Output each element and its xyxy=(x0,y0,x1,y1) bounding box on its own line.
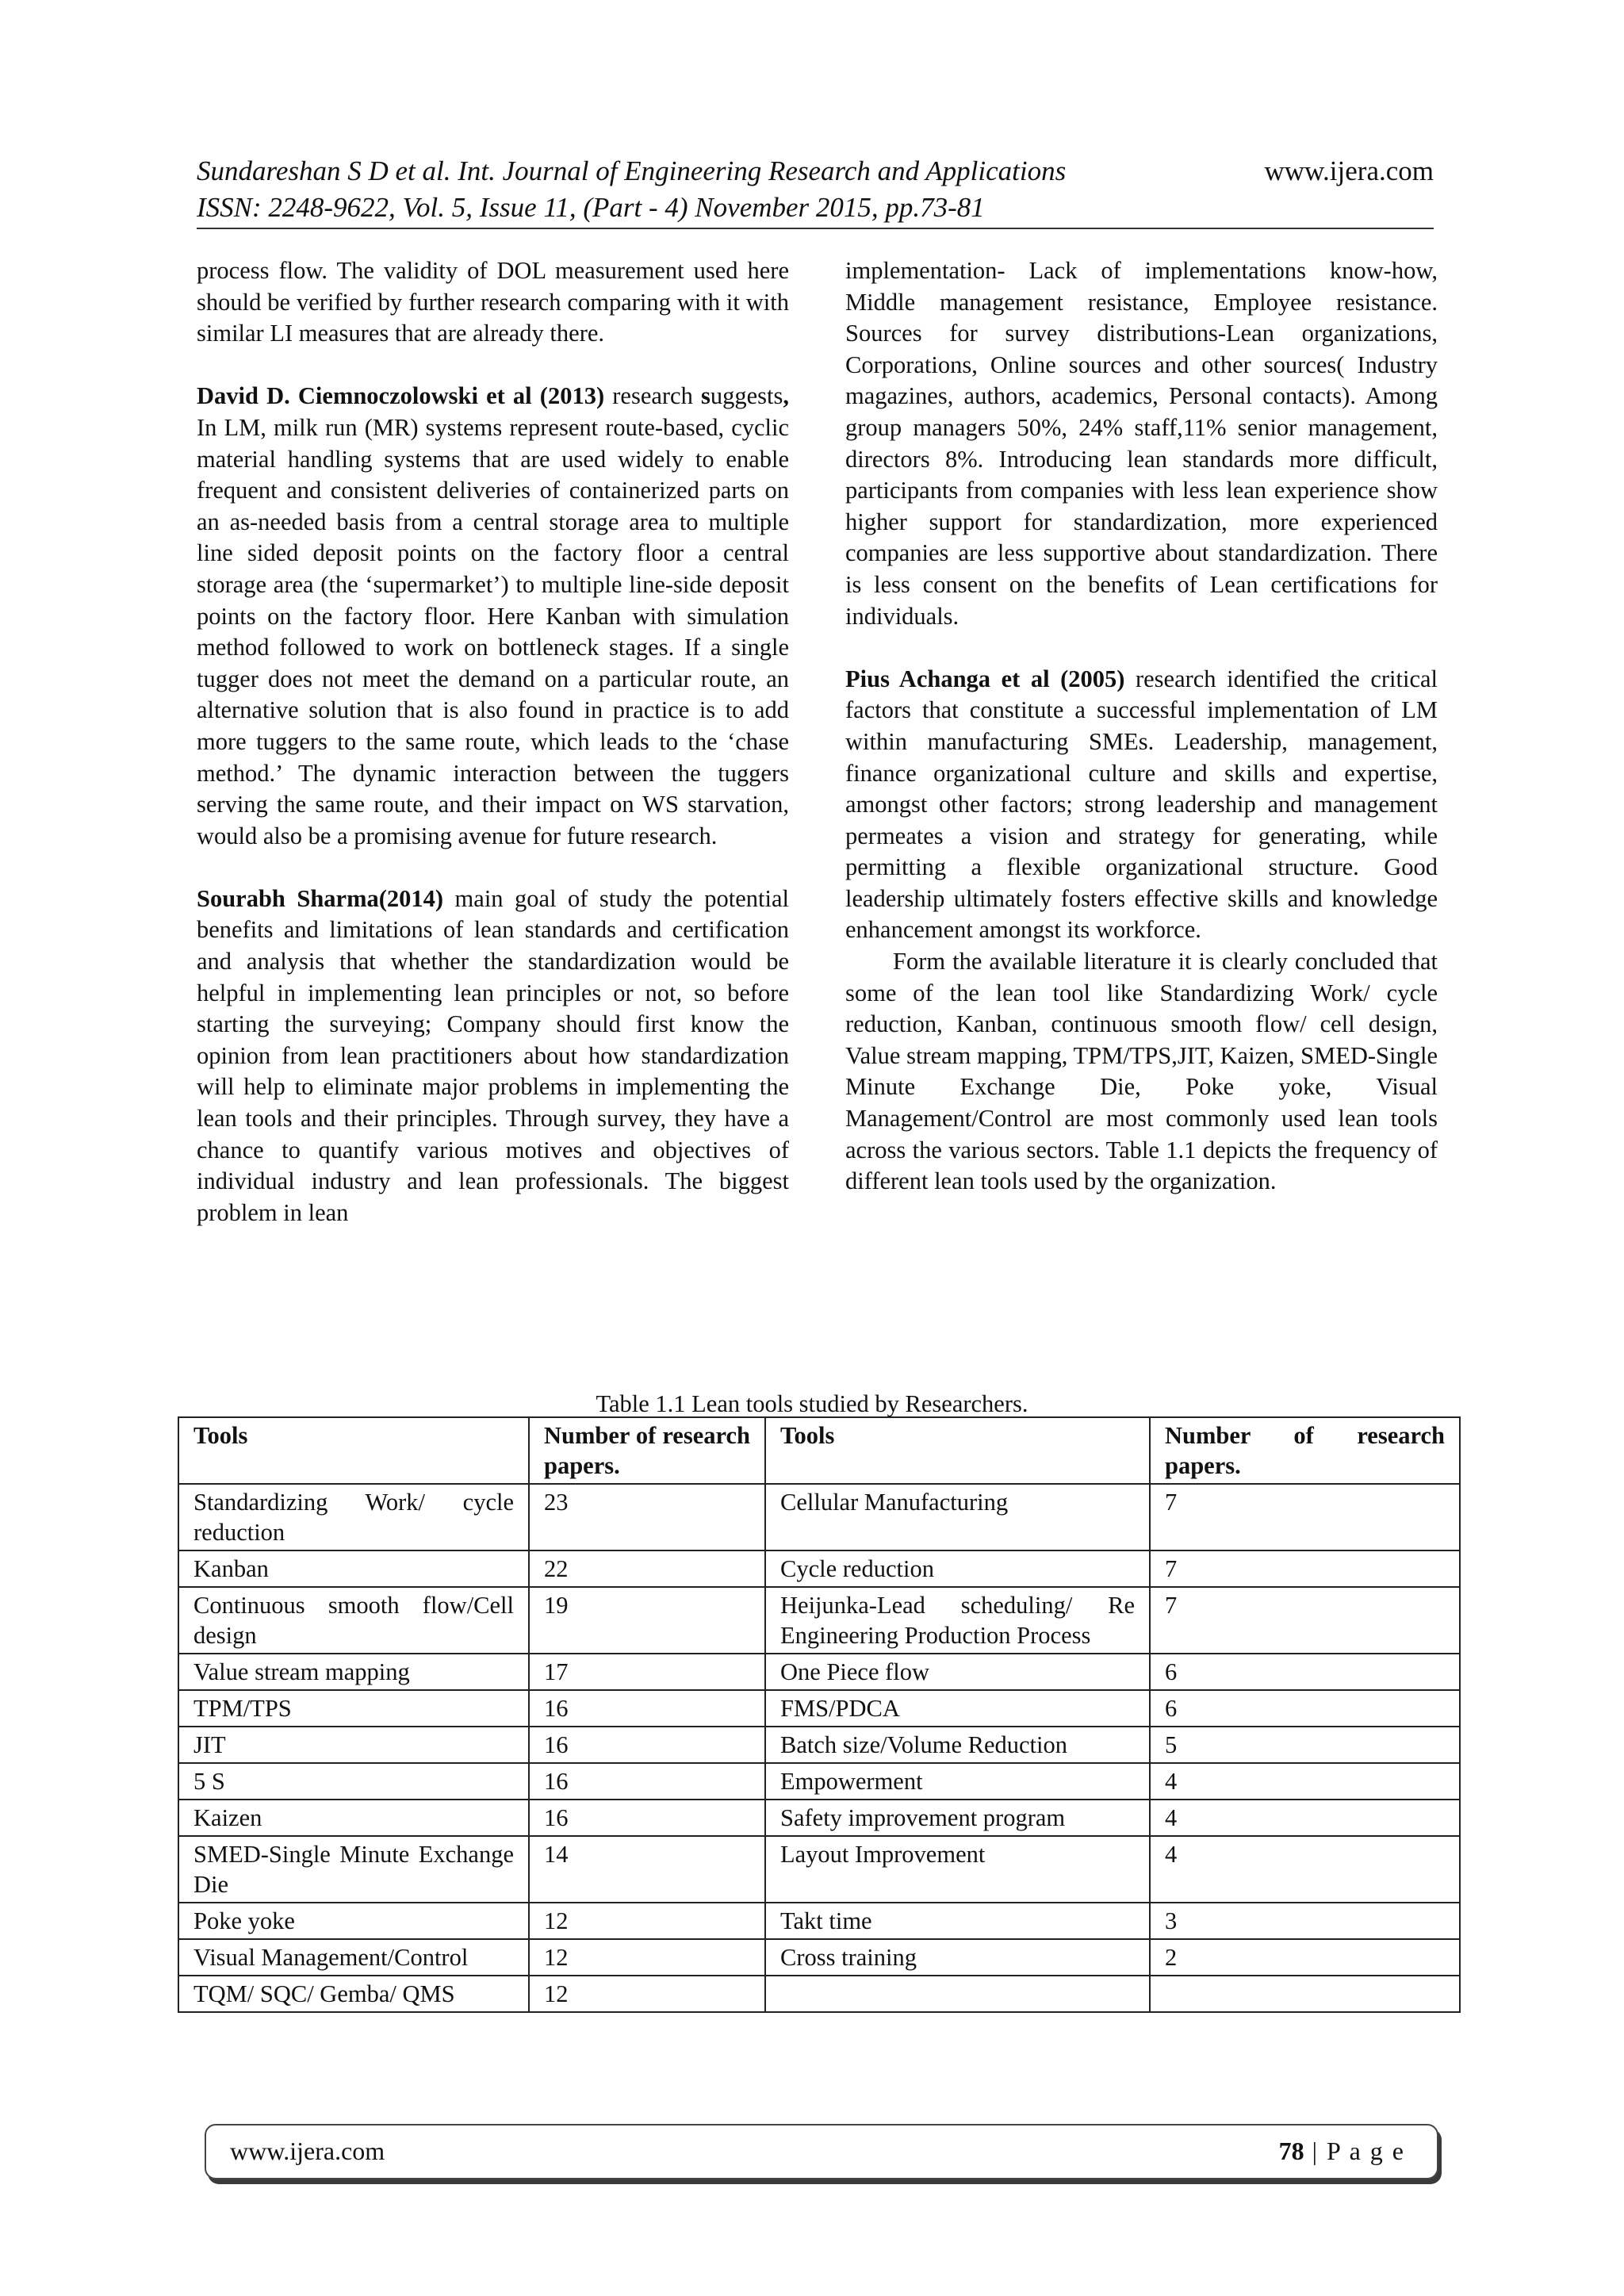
footer-page-number: 78 | P a g e xyxy=(1278,2137,1405,2165)
running-header xyxy=(197,155,1434,224)
left-paragraph-2: David D. Ciemnoczolowski et al (2013) research suggests, In LM, milk run (MR) systems represent route-based, cyclic material handling systems that are used widely to enable frequent and consistent deliveries of containerized parts on an as-needed basis from a central storage area to multiple line sided deposit points on the factory floor a central storage area (the ‘supermarket’) to multiple line-side deposit points on the factory floor. Here Kanban with simulation method followed to work on bottleneck stages. If a single tugger does not meet the demand on a particular route, an alternative solution that is also found in practice is to add more tuggers to the same route, which leads to the ‘chase method.’ The dynamic interaction between the tuggers serving the same route, and their impact on WS starvation, would also be a promising avenue for future research. xyxy=(197,382,789,849)
table-row xyxy=(178,1550,1460,1587)
table-cell: Poke yoke xyxy=(178,1903,529,1939)
table-cell: Cycle reduction xyxy=(765,1550,1150,1587)
table-cell: Safety improvement program xyxy=(765,1800,1150,1836)
left-paragraph-1: process flow. The validity of DOL measurement used here should be verified by further research comparing with it with similar LI measures that are already there. xyxy=(197,257,789,347)
table-cell: Cellular Manufacturing xyxy=(765,1484,1150,1550)
column-header: Number of research papers. xyxy=(529,1417,765,1484)
right-paragraph-2: Pius Achanga et al (2005) research identified the critical factors that constitute a successful implementation of LM within manufacturing SMEs. Leadership, management, finance organizational culture and skills and expertise, amongst other factors; strong leadership and management permeates a vision and strategy for generating, while permitting a flexible organizational structure. Good leadership ultimately fosters effective skills and knowledge enhancement amongst its workforce. xyxy=(845,665,1438,944)
table-cell: 5 xyxy=(1150,1727,1460,1763)
table-cell: Continuous smooth flow/Cell design xyxy=(178,1587,529,1654)
table-cell: 16 xyxy=(529,1763,765,1800)
table-cell: 12 xyxy=(529,1939,765,1976)
table-row xyxy=(178,1727,1460,1763)
table-cell: 4 xyxy=(1150,1763,1460,1800)
table-cell: 6 xyxy=(1150,1690,1460,1727)
table-row xyxy=(178,1587,1460,1654)
table-cell: 16 xyxy=(529,1800,765,1836)
table-cell: Layout Improvement xyxy=(765,1836,1150,1903)
table-cell: 7 xyxy=(1150,1484,1460,1550)
citation-author: Pius Achanga et al (2005) xyxy=(845,665,1125,692)
header-issn-line: ISSN: 2248-9622, Vol. 5, Issue 11, (Part - 4) November 2015, pp.73-81 xyxy=(197,192,985,223)
table-cell: Heijunka-Lead scheduling/ Re Engineering Production Process xyxy=(765,1587,1150,1654)
header-journal-line: Sundareshan S D et al. Int. Journal of Engineering Research and Applications xyxy=(197,155,1067,186)
table-row xyxy=(178,1690,1460,1727)
table-row xyxy=(178,1976,1460,2012)
table-cell: 6 xyxy=(1150,1654,1460,1690)
table-cell: 7 xyxy=(1150,1587,1460,1654)
table-row xyxy=(178,1763,1460,1800)
table-cell xyxy=(765,1976,1150,2012)
table-cell: 23 xyxy=(529,1484,765,1550)
table-cell: 16 xyxy=(529,1690,765,1727)
table-cell: Cross training xyxy=(765,1939,1150,1976)
table-row xyxy=(178,1836,1460,1903)
table-cell: 7 xyxy=(1150,1550,1460,1587)
left-column xyxy=(197,255,789,1228)
right-paragraph-1: implementation- Lack of implementations know-how, Middle management resistance, Employee resistance. Sources for survey distributions-Lean organizations, Corporations, Online sources and other sources( Industry magazines, authors, academics, Personal contacts). Among group managers 50%, 24% staff,11% senior management, directors 8%. Introducing lean standards more difficult, participants from companies with less lean experience show higher support for standardization, more experienced companies are less supportive about standardization. There is less consent on the benefits of Lean certifications for individuals. xyxy=(845,257,1438,630)
table-cell: 5 S xyxy=(178,1763,529,1800)
table-cell: Value stream mapping xyxy=(178,1654,529,1690)
table-cell: Empowerment xyxy=(765,1763,1150,1800)
table-cell: SMED-Single Minute Exchange Die xyxy=(178,1836,529,1903)
header-website: www.ijera.com xyxy=(1264,155,1434,186)
citation-author: David D. Ciemnoczolowski et al (2013) xyxy=(197,382,605,410)
lean-tools-table xyxy=(178,1416,1461,2013)
table-cell: 22 xyxy=(529,1550,765,1587)
table-row xyxy=(178,1800,1460,1836)
table-cell: 4 xyxy=(1150,1836,1460,1903)
table-cell xyxy=(1150,1976,1460,2012)
table-cell: Visual Management/Control xyxy=(178,1939,529,1976)
table-row xyxy=(178,1654,1460,1690)
table-cell: Kaizen xyxy=(178,1800,529,1836)
right-paragraph-3: Form the available literature it is clearly concluded that some of the lean tool like Standardizing Work/ cycle reduction, Kanban, continuous smooth flow/ cell design, Value stream mapping, TPM/TPS,JIT, Kaizen, SMED-Single Minute Exchange Die, Poke yoke, Visual Management/Control are most commonly used lean tools across the various sectors. Table 1.1 depicts the frequency of different lean tools used by the organization. xyxy=(845,948,1438,1195)
citation-author: Sourabh Sharma(2014) xyxy=(197,884,444,912)
table-cell: 16 xyxy=(529,1727,765,1763)
table-row xyxy=(178,1484,1460,1550)
column-header: Tools xyxy=(178,1417,529,1484)
left-paragraph-3: Sourabh Sharma(2014) main goal of study the potential benefits and limitations of lean standards and certification and analysis that whether the standardization would be helpful in implementing lean principles or not, so before starting the surveying; Company should first know the opinion from lean practitioners about how standardization will help to eliminate major problems in implementing the lean tools and their principles. Through survey, they have a chance to quantify various motives and objectives of individual industry and lean professionals. The biggest problem in lean xyxy=(197,884,789,1226)
table-cell: 2 xyxy=(1150,1939,1460,1976)
table-cell: One Piece flow xyxy=(765,1654,1150,1690)
page-footer xyxy=(205,2124,1438,2179)
table-cell: 12 xyxy=(529,1903,765,1939)
table-cell: 3 xyxy=(1150,1903,1460,1939)
table-cell: JIT xyxy=(178,1727,529,1763)
column-header: Tools xyxy=(765,1417,1150,1484)
table-cell: 17 xyxy=(529,1654,765,1690)
table-header-row xyxy=(178,1417,1460,1484)
table-cell: Standardizing Work/ cycle reduction xyxy=(178,1484,529,1550)
table-cell: 12 xyxy=(529,1976,765,2012)
table-cell: Kanban xyxy=(178,1550,529,1587)
table-caption: Table 1.1 Lean tools studied by Researchers. xyxy=(596,1390,1028,1417)
table-cell: FMS/PDCA xyxy=(765,1690,1150,1727)
table-cell: TPM/TPS xyxy=(178,1690,529,1727)
table-row xyxy=(178,1939,1460,1976)
table-cell: 4 xyxy=(1150,1800,1460,1836)
table-cell: Takt time xyxy=(765,1903,1150,1939)
header-rule xyxy=(197,228,1434,229)
right-column xyxy=(845,255,1438,1198)
table-cell: TQM/ SQC/ Gemba/ QMS xyxy=(178,1976,529,2012)
table-cell: 19 xyxy=(529,1587,765,1654)
footer-website: www.ijera.com xyxy=(230,2137,385,2165)
table-cell: Batch size/Volume Reduction xyxy=(765,1727,1150,1763)
table-row xyxy=(178,1903,1460,1939)
table-cell: 14 xyxy=(529,1836,765,1903)
column-header: Number of research papers. xyxy=(1150,1417,1460,1484)
